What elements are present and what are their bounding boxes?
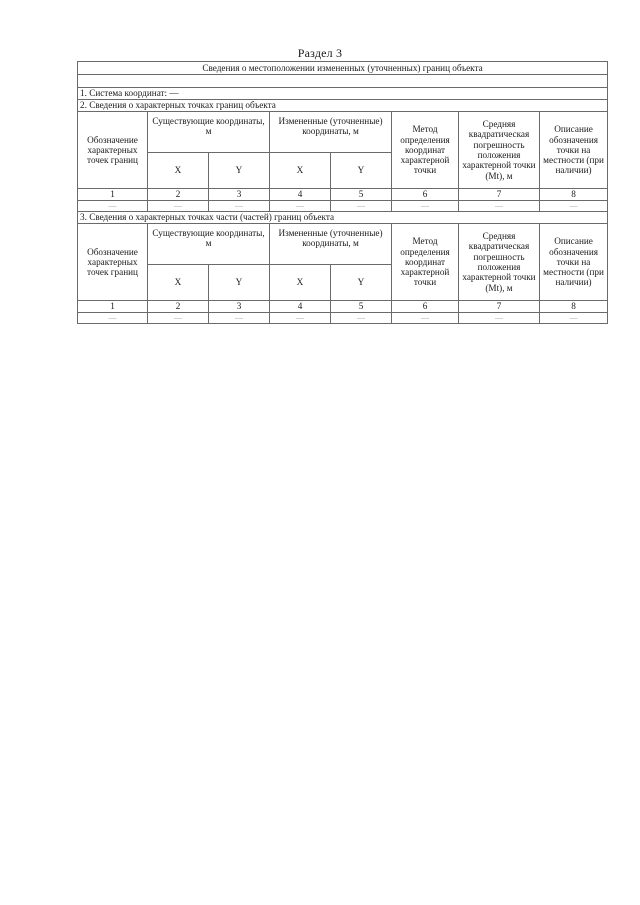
empty-cell-dash: — <box>331 313 392 324</box>
col-number: 6 <box>392 301 459 313</box>
col-existing-y: Y <box>209 265 270 301</box>
col-existing-coords: Существующие координаты, м <box>148 224 270 265</box>
col-number: 3 <box>209 189 270 201</box>
col-changed-y: Y <box>331 265 392 301</box>
empty-cell-dash: — <box>148 201 209 212</box>
col-existing-x: X <box>148 265 209 301</box>
table-title-row <box>78 62 608 75</box>
col-existing-coords: Существующие координаты, м <box>148 112 270 153</box>
empty-cell-dash: — <box>270 201 331 212</box>
empty-cell-dash: — <box>392 313 459 324</box>
part3-header-row <box>78 224 608 265</box>
part2-header-row <box>78 112 608 153</box>
section-heading: Раздел 3 <box>297 46 343 60</box>
col-number: 7 <box>459 189 540 201</box>
coord-system-row <box>78 88 608 100</box>
coord-system: 1. Система координат: — <box>78 88 608 100</box>
col-changed-x: X <box>270 265 331 301</box>
empty-cell-dash: — <box>270 313 331 324</box>
col-method: Метод определения координат характерной точки <box>392 112 459 189</box>
table-row <box>78 201 608 212</box>
table-row <box>78 313 608 324</box>
col-designation: Обозначение характерных точек границ <box>78 112 148 189</box>
col-number: 4 <box>270 189 331 201</box>
empty-cell-dash: — <box>78 201 148 212</box>
empty-cell-dash: — <box>148 313 209 324</box>
empty-cell-dash: — <box>78 313 148 324</box>
table-title: Сведения о местоположении измененных (уточненных) границ объекта <box>78 62 608 75</box>
col-description: Описание обозначения точки на местности (при наличии) <box>540 112 608 189</box>
col-changed-x: X <box>270 153 331 189</box>
col-existing-y: Y <box>209 153 270 189</box>
col-changed-y: Y <box>331 153 392 189</box>
col-designation: Обозначение характерных точек границ <box>78 224 148 301</box>
col-number: 5 <box>331 189 392 201</box>
col-number: 8 <box>540 189 608 201</box>
empty-cell-dash: — <box>459 313 540 324</box>
part2-title-row <box>78 100 608 112</box>
col-number: 6 <box>392 189 459 201</box>
col-number: 5 <box>331 301 392 313</box>
col-number: 7 <box>459 301 540 313</box>
part3-title-row <box>78 212 608 224</box>
col-changed-coords: Измененные (уточненные) координаты, м <box>270 224 392 265</box>
col-number: 8 <box>540 301 608 313</box>
part3-number-row <box>78 301 608 313</box>
empty-row <box>78 75 608 88</box>
empty-cell-dash: — <box>459 201 540 212</box>
col-number: 3 <box>209 301 270 313</box>
col-number: 1 <box>78 189 148 201</box>
col-number: 2 <box>148 189 209 201</box>
empty-cell-dash: — <box>540 201 608 212</box>
col-changed-coords: Измененные (уточненные) координаты, м <box>270 112 392 153</box>
empty-cell-dash: — <box>392 201 459 212</box>
empty-cell-dash: — <box>209 201 270 212</box>
part2-number-row <box>78 189 608 201</box>
empty-cell-dash: — <box>209 313 270 324</box>
col-error: Средняя квадратическая погрешность положения характерной точки (Mt), м <box>459 224 540 301</box>
col-number: 1 <box>78 301 148 313</box>
col-number: 4 <box>270 301 331 313</box>
part2-title: 2. Сведения о характерных точках границ объекта <box>78 100 608 112</box>
col-number: 2 <box>148 301 209 313</box>
empty-cell-dash: — <box>540 313 608 324</box>
empty-cell-dash: — <box>331 201 392 212</box>
col-method: Метод определения координат характерной точки <box>392 224 459 301</box>
part3-title: 3. Сведения о характерных точках части (частей) границ объекта <box>78 212 608 224</box>
col-existing-x: X <box>148 153 209 189</box>
col-error: Средняя квадратическая погрешность положения характерной точки (Mt), м <box>459 112 540 189</box>
boundary-points-table <box>77 61 608 324</box>
col-description: Описание обозначения точки на местности (при наличии) <box>540 224 608 301</box>
